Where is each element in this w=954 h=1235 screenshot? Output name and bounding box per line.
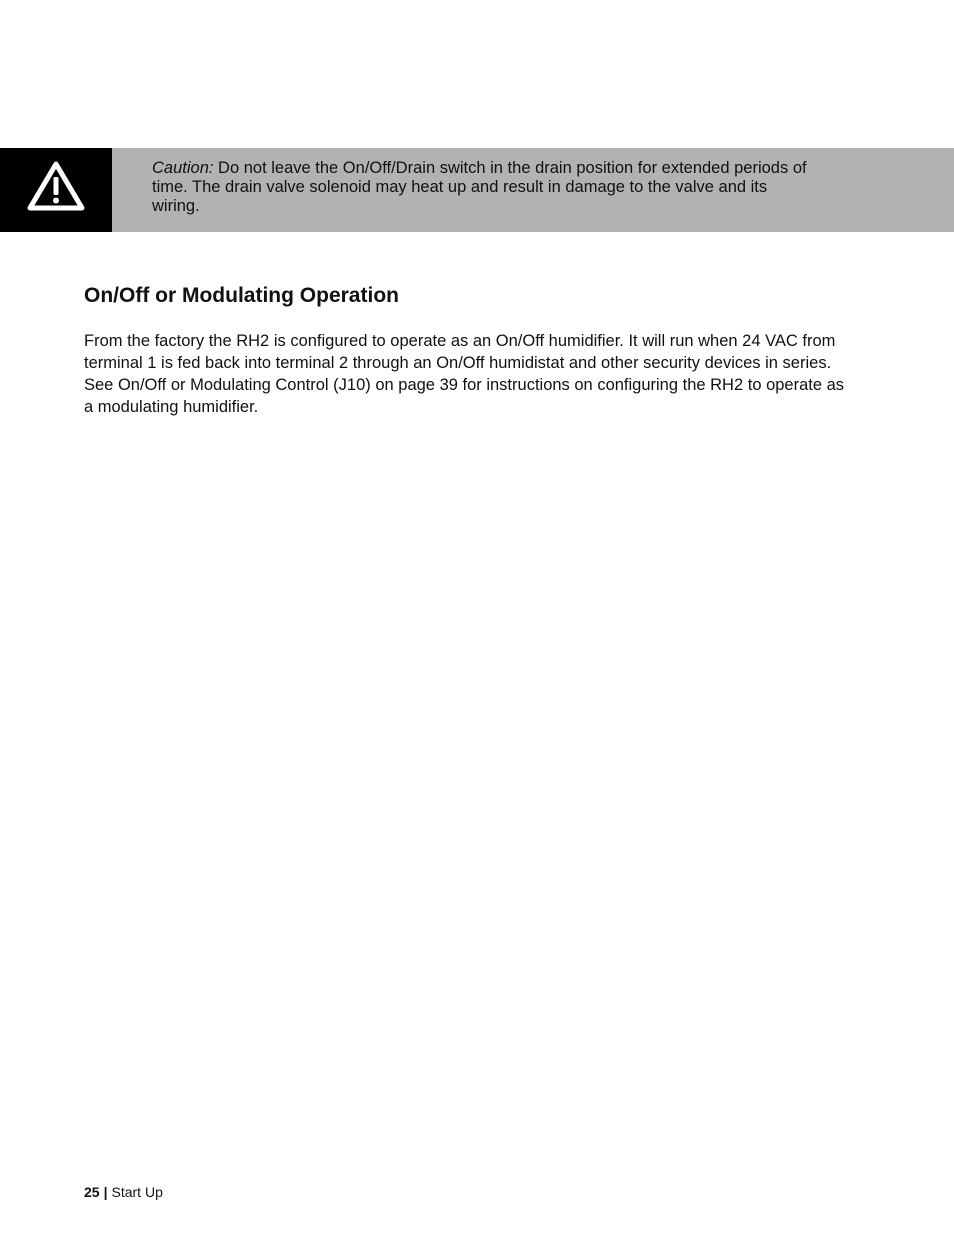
caution-icon-box <box>0 148 112 232</box>
page-number: 25 <box>84 1184 100 1200</box>
caution-banner <box>0 148 954 232</box>
caution-body: Do not leave the On/Off/Drain switch in the drain position for extended periods of time. The drain valve solenoid may heat up and result in damage to the valve and its wiring. <box>152 159 807 215</box>
caution-message <box>152 159 817 216</box>
body-paragraph: From the factory the RH2 is configured to operate as an On/Off humidifier. It will run when 24 VAC from terminal 1 is fed back into terminal 2 through an On/Off humidistat and other security devices in series. See On/Off or Modulating Control (J10) on page 39 for instructions on configuring the RH2 to operate as a modulating humidifier. <box>84 332 845 416</box>
caution-label: Caution: <box>152 159 214 177</box>
warning-triangle-icon <box>26 160 86 212</box>
section-heading: On/Off or Modulating Operation <box>84 284 399 307</box>
chapter-name: Start Up <box>111 1184 163 1200</box>
footer-separator: | <box>103 1184 108 1200</box>
page-footer <box>84 1183 163 1201</box>
